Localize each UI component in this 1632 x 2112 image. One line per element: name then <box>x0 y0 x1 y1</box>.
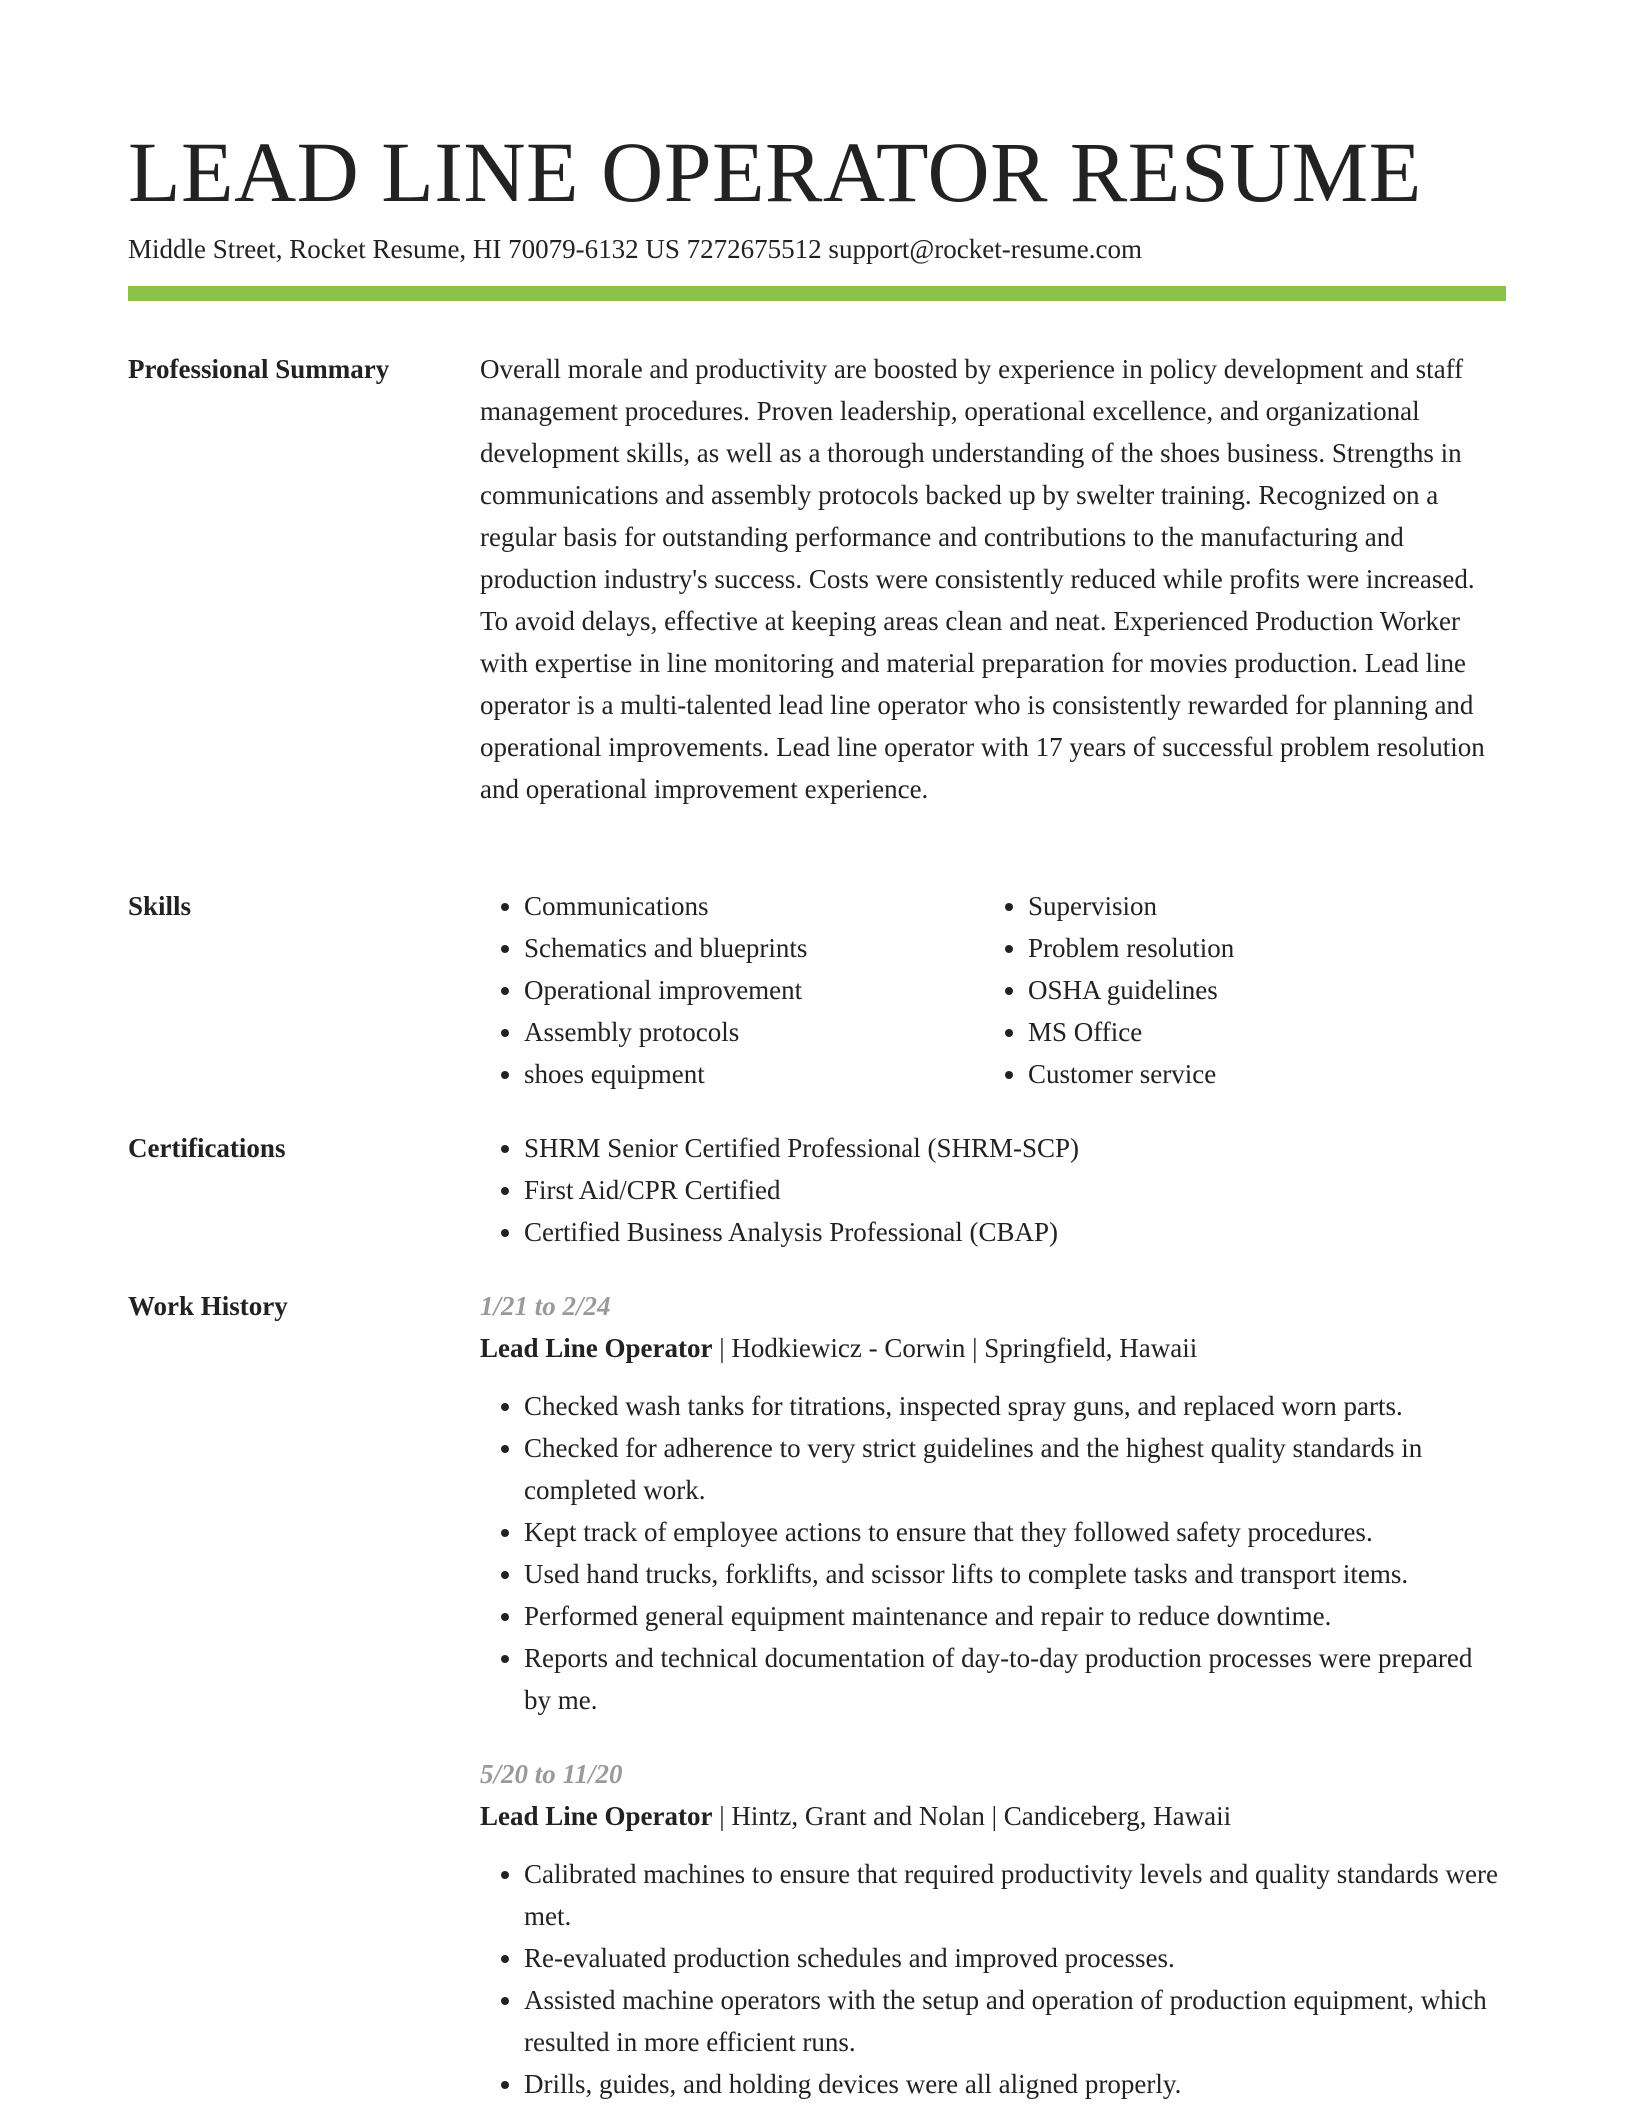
job-bullet: • Checked wash tanks for titrations, inspected spray guns, and replaced worn parts. <box>524 1385 1506 1427</box>
skills-label: Skills <box>128 891 192 921</box>
summary-label: Professional Summary <box>128 354 390 384</box>
skill-item: • Schematics and blueprints <box>524 927 984 969</box>
job-role: Lead Line Operator <box>480 1333 713 1363</box>
job-bullet: • Used hand trucks, forklifts, and scissor lifts to complete tasks and transport items. <box>524 1553 1506 1595</box>
certification-item: • SHRM Senior Certified Professional (SHRM-SCP) <box>524 1127 1506 1169</box>
job-bullet: • Checked for adherence to very strict guidelines and the highest quality standards in completed work. <box>524 1427 1506 1511</box>
job-heading <box>480 1327 1506 1369</box>
work-history-label: Work History <box>128 1291 288 1321</box>
certifications-content <box>480 1127 1506 1253</box>
skill-item: • Operational improvement <box>524 969 984 1011</box>
skills-content <box>480 885 1506 1095</box>
skill-item: • OSHA guidelines <box>1028 969 1488 1011</box>
skill-item: • Problem resolution <box>1028 927 1488 969</box>
job-bullet: • Performed general equipment maintenance and repair to reduce downtime. <box>524 1595 1506 1637</box>
work-history-content <box>480 1285 1506 2105</box>
certification-item: • Certified Business Analysis Professional (CBAP) <box>524 1211 1506 1253</box>
contact-line: Middle Street, Rocket Resume, HI 70079-6132 US 7272675512 support@rocket-resume.com <box>128 234 1142 264</box>
skill-item: • Assembly protocols <box>524 1011 984 1053</box>
job-bullets <box>480 1853 1506 2105</box>
skills-list-left <box>480 885 984 1095</box>
skill-item: • shoes equipment <box>524 1053 984 1095</box>
job-company-location: | Hintz, Grant and Nolan | Candiceberg, Hawaii <box>712 1801 1232 1831</box>
skill-item: • Communications <box>524 885 984 927</box>
job-bullet: • Calibrated machines to ensure that required productivity levels and quality standards were met. <box>524 1853 1506 1937</box>
job-bullet: • Re-evaluated production schedules and improved processes. <box>524 1937 1506 1979</box>
certification-item: • First Aid/CPR Certified <box>524 1169 1506 1211</box>
skills-list-right <box>984 885 1488 1095</box>
skill-item: • MS Office <box>1028 1011 1488 1053</box>
skill-item: • Supervision <box>1028 885 1488 927</box>
job-bullet: • Drills, guides, and holding devices were all aligned properly. <box>524 2063 1506 2105</box>
job-bullet: • Reports and technical documentation of day-to-day production processes were prepared by me. <box>524 1637 1506 1721</box>
certifications-label: Certifications <box>128 1133 286 1163</box>
skill-item: • Customer service <box>1028 1053 1488 1095</box>
job-heading <box>480 1795 1506 1837</box>
job-entry <box>480 1753 1506 2105</box>
certifications-list <box>480 1127 1506 1253</box>
job-bullets <box>480 1385 1506 1721</box>
summary-text: Overall morale and productivity are boosted by experience in policy development and staff management procedures. Proven leadership, operational excellence, and organizational development skills, as well as a thorough understanding of the shoes business. Strengths in communications and assembly protocols backed up by swelter training. Recognized on a regular basis for outstanding performance and contributions to the manufacturing and production industry's success. Costs were consistently reduced while profits were increased. To avoid delays, effective at keeping areas clean and neat. Experienced Production Worker with expertise in line monitoring and material preparation for movies production. Lead line operator is a multi-talented lead line operator who is consistently rewarded for planning and operational improvements. Lead line operator with 17 years of successful problem resolution and operational improvement experience. <box>480 354 1485 804</box>
header-accent-rule <box>128 286 1506 301</box>
job-bullet: • Kept track of employee actions to ensure that they followed safety procedures. <box>524 1511 1506 1553</box>
job-bullet: • Assisted machine operators with the setup and operation of production equipment, which resulted in more efficient runs. <box>524 1979 1506 2063</box>
job-company-location: | Hodkiewicz - Corwin | Springfield, Hawaii <box>712 1333 1198 1363</box>
summary-content <box>480 348 1506 810</box>
job-role: Lead Line Operator <box>480 1801 713 1831</box>
resume-title: LEAD LINE OPERATOR RESUME <box>128 124 1422 220</box>
job-dates: 1/21 to 2/24 <box>480 1291 611 1321</box>
job-dates: 5/20 to 11/20 <box>480 1759 623 1789</box>
job-entry <box>480 1285 1506 1721</box>
